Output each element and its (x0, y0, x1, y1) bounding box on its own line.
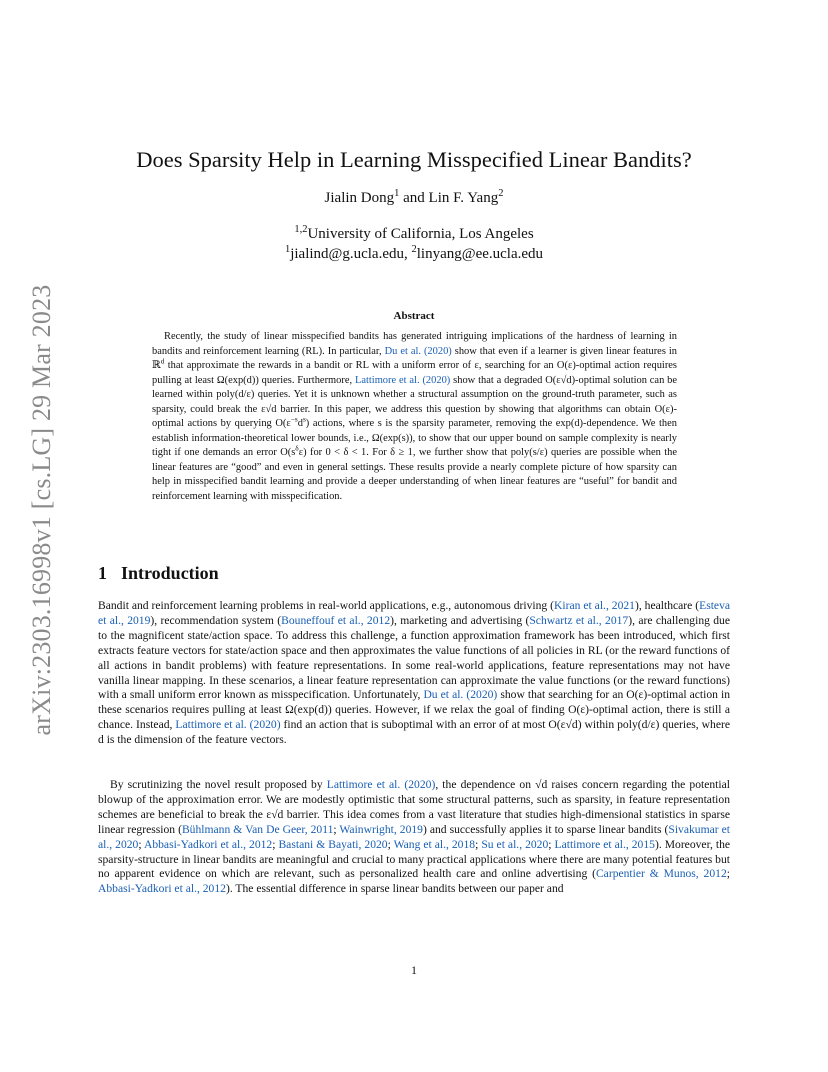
separator: ; (272, 837, 279, 851)
arxiv-identifier: arXiv:2303.16998v1 [cs.LG] 29 Mar 2023 (27, 284, 56, 736)
citation-link[interactable]: Du et al. (2020) (423, 688, 498, 702)
text-segment: ), healthcare ( (634, 599, 700, 612)
author-1: Jialin Dong (324, 190, 395, 206)
separator: ; (333, 822, 340, 836)
text-segment: find an action that is suboptimal with an error of at most O(ε√d) within poly(d/ε) queries, where d is the dimension of the feature vectors. (98, 718, 730, 747)
abstract-segment: ) actions, where s is the sparsity parameter, removing the exp(d)-dependence. We then establish information-theoretical lower bounds, i.e., Ω(exp(s)), to show that our upper bound on sample complexity is nearly tight if one demands an error O(s (152, 418, 677, 458)
affiliation-block (98, 224, 730, 264)
abstract-superscript: −s (290, 414, 298, 424)
citation-link[interactable]: Carpentier & Munos, 2012 (595, 867, 727, 881)
abstract-heading: Abstract (393, 310, 435, 322)
author-line (98, 190, 730, 207)
citation-link[interactable]: Kiran et al., 2021 (554, 599, 635, 612)
citation-link[interactable]: Wainwright, 2019 (339, 822, 423, 836)
citation-link[interactable]: Du et al. (2020) (384, 345, 452, 357)
intro-paragraph-1 (98, 599, 730, 748)
abstract-superscript: δ (295, 443, 299, 453)
text-segment: ), are challenging due to the magnificent state/action space. To address this challenge, a function approximation framework has been introduced, which first extracts feature vectors for state/action space and then approximates the value functions of all policies in RL (or the reward functions of all actions in bandit problems) with feature representations. In some real-world applications, feature representations may not have vanilla linear mapping. In these scenarios, a linear feature representation can approximate the value functions (or the reward functions) with a small uniform error known as misspecification. Unfortunately, (98, 613, 730, 702)
author-1-affil: 1 (394, 188, 400, 199)
author-2: Lin F. Yang (428, 190, 499, 206)
affiliation-line (98, 224, 730, 244)
citation-link[interactable]: Bühlmann & Van De Geer, 2011 (181, 822, 334, 836)
abstract-segment: Recently, the study of linear misspecified bandits has generated intriguing implications of the hardness of learning in bandits and reinforcement learning (RL). In particular, (152, 331, 677, 357)
citation-link[interactable]: Bouneffouf et al., 2012 (281, 613, 391, 627)
section-title: Introduction (121, 563, 219, 583)
text-segment: ). Moreover, the sparsity-structure in linear bandits are meaningful and crucial to many practical applications where there are many potential features but no apparent evidence on which are relevant, such as personalized health care and online advertising ( (98, 837, 731, 881)
email-1-sup: 1 (284, 244, 291, 255)
separator: ; (387, 837, 394, 851)
citation-link[interactable]: Wang et al., 2018 (393, 837, 476, 851)
email-line (98, 244, 730, 264)
citation-link[interactable]: Lattimore et al., 2015 (554, 837, 655, 851)
citation-link[interactable]: Abbasi-Yadkori et al., 2012 (143, 837, 273, 851)
citation-link[interactable]: Lattimore et al. (2020) (354, 374, 451, 386)
separator: ; (475, 837, 482, 851)
email-1: jialind@g.ucla.edu, (290, 246, 412, 262)
citation-link[interactable]: Esteva et al., 2019 (98, 599, 731, 627)
abstract-segment: show that a degraded O(ε√d)-optimal solution can be learned within poly(d/ε) queries. Yet it is unknown whether a structural assumption on the ground-truth parameter, such as sparsity, could break the ε√d barrier. In this paper, we address this question by showing that algorithms can obtain O(ε)-optimal actions by querying O(ε (152, 374, 678, 429)
paper-title: Does Sparsity Help in Learning Misspecified Linear Bandits? (136, 147, 692, 172)
citation-link[interactable]: Su et al., 2020 (481, 837, 549, 851)
citation-link[interactable]: Bastani & Bayati, 2020 (278, 837, 388, 851)
text-segment: ) and successfully applies it to sparse linear bandits ( (422, 822, 669, 836)
abstract-text (152, 330, 677, 504)
affiliation-sup: 1,2 (294, 224, 308, 235)
text-segment: , the dependence on √d raises concern regarding the potential blowup of the approximation error. We are modestly optimistic that some structural patterns, such as sparsity, in feature representation schemes are beneficial to break the ε√d barrier. This idea comes from a vast literature that studies high-dimensional statistics in sparse linear regression ( (98, 778, 730, 836)
author-2-affil: 2 (498, 188, 504, 199)
email-2: linyang@ee.ucla.edu (416, 246, 544, 262)
abstract-segment: that approximate the rewards in a bandit or RL with a uniform error of ε, searching for an O(ε)-optimal action requires pulling at least Ω(exp(d)) queries. Furthermore, (152, 360, 677, 386)
separator: ; (726, 867, 730, 881)
affiliation-org: University of California, Los Angeles (307, 226, 534, 242)
citation-link[interactable]: Abbasi-Yadkori et al., 2012 (98, 882, 226, 896)
citation-link[interactable]: Schwartz et al., 2017 (529, 613, 629, 627)
author-and: and (399, 190, 429, 206)
page-number: 1 (411, 963, 417, 977)
abstract-segment: ε) for 0 < δ < 1. For δ ≥ 1, we further show that poly(s/ε) queries are possible when the linear features are “good” and even in general settings. These results provide a nearly complete picture of how sparsity can help in misspecified bandit learning and provide a deeper understanding of when linear features are “useful” for bandit and reinforcement learning with misspecification. (152, 447, 677, 502)
section-number: 1 (98, 563, 107, 583)
text-segment: show that searching for an O(ε)-optimal action in these scenarios requires pulling at least Ω(exp(d)) queries. However, if we relax the goal of finding O(ε)-optimal action, there is still a chance. Instead, (98, 688, 730, 732)
citation-link[interactable]: Lattimore et al. (2020) (326, 778, 436, 791)
text-segment: ), marketing and advertising ( (390, 613, 530, 627)
text-segment: ). The essential difference in sparse linear bandits between our paper and (225, 882, 564, 896)
intro-paragraph-2 (98, 778, 730, 897)
abstract-segment: d (297, 418, 303, 429)
text-segment: ), recommendation system ( (150, 613, 282, 627)
text-segment: By scrutinizing the novel result proposed by (110, 778, 327, 791)
abstract-superscript: s (302, 414, 306, 424)
abstract-superscript: d (160, 356, 165, 366)
abstract-segment: show that even if a learner is given linear features in ℝ (152, 345, 677, 371)
section-heading (98, 563, 219, 584)
separator: ; (138, 837, 144, 851)
email-2-sup: 2 (411, 244, 417, 255)
citation-link[interactable]: Lattimore et al. (2020) (175, 718, 281, 732)
arxiv-sidebar (22, 284, 62, 736)
citation-link[interactable]: Sivakumar et al., 2020 (98, 822, 730, 851)
text-segment: Bandit and reinforcement learning problems in real-world applications, e.g., autonomous driving ( (98, 599, 555, 612)
separator: ; (548, 837, 555, 851)
